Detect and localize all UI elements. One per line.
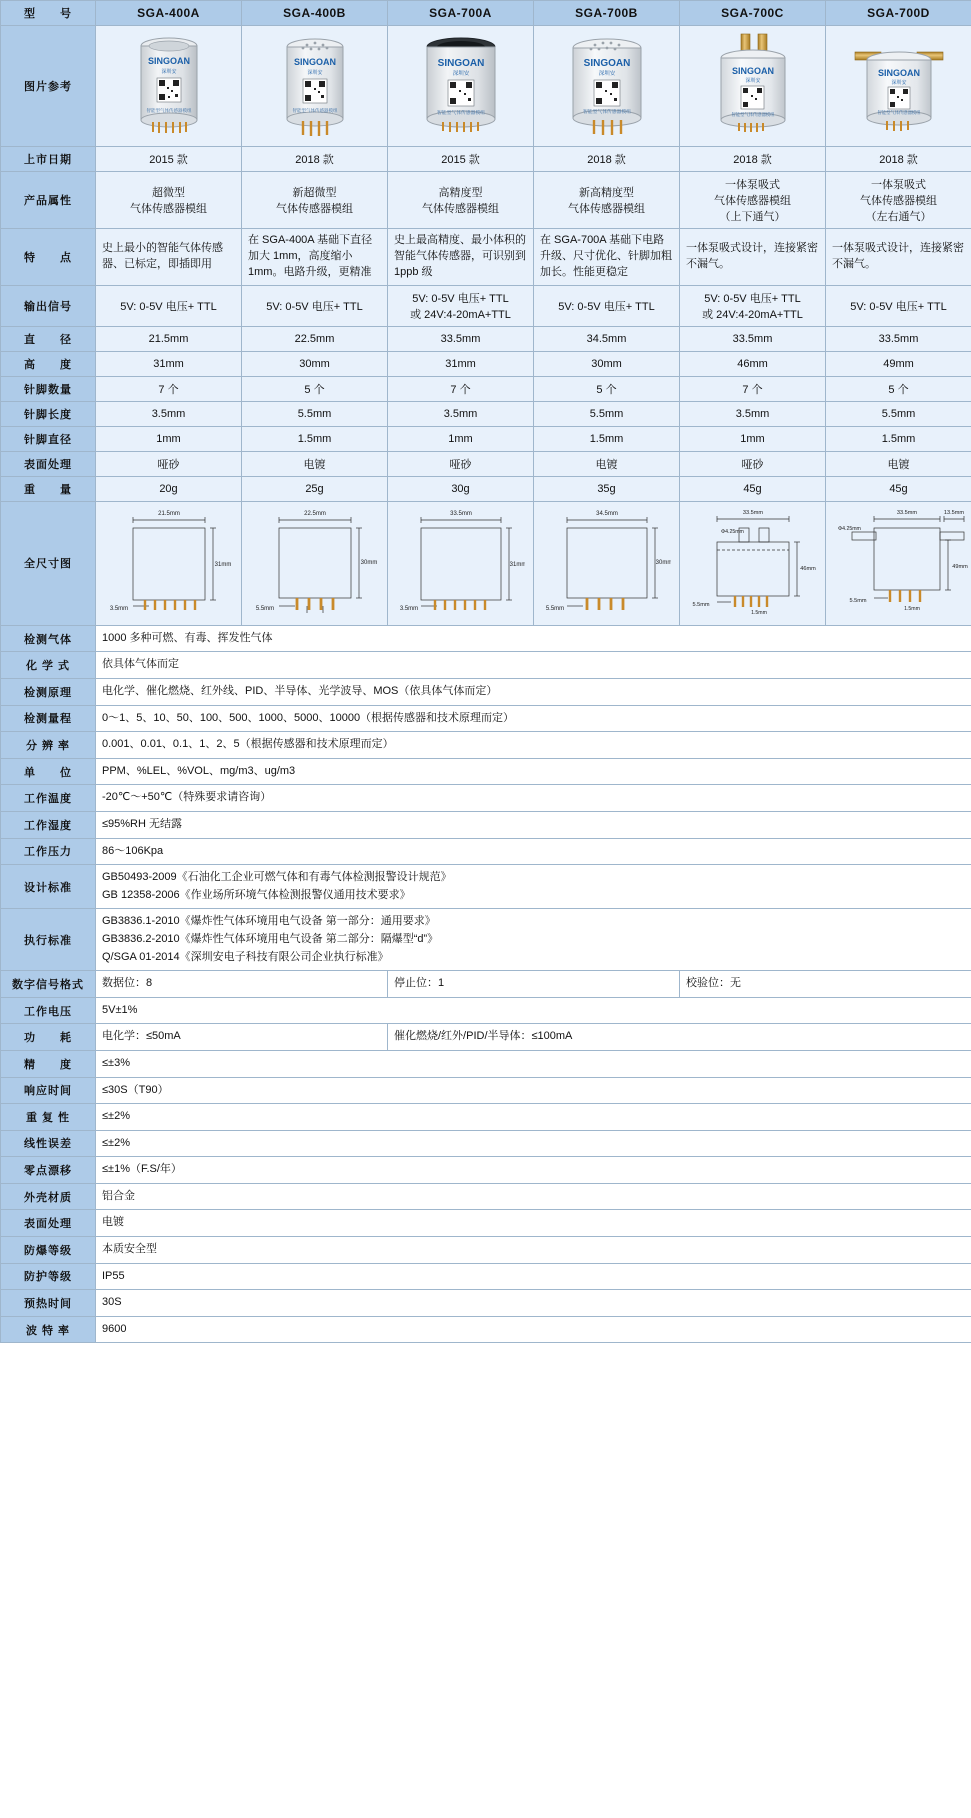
cell-response-time: ≤30S（T90） bbox=[96, 1077, 971, 1104]
cell-work-pressure: 86～106Kpa bbox=[96, 838, 971, 865]
cell-product-attr-2: 高精度型 气体传感器模组 bbox=[388, 172, 534, 229]
svg-text:深圳安: 深圳安 bbox=[160, 69, 177, 75]
cell-features-2: 史上最高精度、最小体积的智能气体传感器，可识别到 1ppb 级 bbox=[388, 229, 534, 286]
cell-surface-treatment-3: 电镀 bbox=[534, 451, 680, 476]
svg-text:智能型气体传感器模组: 智能型气体传感器模组 bbox=[146, 108, 191, 113]
dimension-diagram bbox=[397, 506, 525, 618]
cell-baud-rate: 9600 bbox=[96, 1316, 971, 1343]
table-row-work-humidity bbox=[1, 811, 971, 838]
cell-diameter-0: 21.5mm bbox=[96, 326, 242, 351]
row-label-power: 功 耗 bbox=[1, 1024, 96, 1051]
cell-zero-drift: ≤±1%（F.S/年） bbox=[96, 1157, 971, 1184]
dim-label-height: 49mm bbox=[952, 563, 968, 570]
dim-label-bottom: 5.5mm bbox=[255, 605, 274, 612]
table-row-explosion-level bbox=[1, 1237, 971, 1264]
row-label-exec-standard: 执行标准 bbox=[1, 909, 96, 971]
cell-product-attr-1: 新超微型 气体传感器模组 bbox=[242, 172, 388, 229]
cell-pin-count-4: 7 个 bbox=[680, 376, 826, 401]
table-row-zero-drift bbox=[1, 1157, 971, 1184]
dimension-drawing-sga-700a bbox=[388, 501, 534, 625]
cell-pin-count-1: 5 个 bbox=[242, 376, 388, 401]
row-label-detect-gas: 检测气体 bbox=[1, 625, 96, 652]
cell-pin-diameter-4: 1mm bbox=[680, 426, 826, 451]
dim-label-top: 21.5mm bbox=[157, 510, 180, 517]
svg-text:SINGOAN: SINGOAN bbox=[877, 68, 920, 78]
cell-launch-date-2: 2015 款 bbox=[388, 147, 534, 172]
cell-exec-standard: GB3836.1-2010《爆炸性气体环境用电气设备 第一部分：通用要求》 GB3836.2-2010《爆炸性气体环境用电气设备 第二部分：隔爆型“d”》 Q/SGA 01-2014《深圳安电子科技有限公司企业执行标准》 bbox=[96, 909, 971, 971]
cell-height-4: 46mm bbox=[680, 351, 826, 376]
table-row-surface-treatment2 bbox=[1, 1210, 971, 1237]
dim-label-right: 31mm bbox=[214, 561, 231, 568]
cell-detect-range: 0～1、5、10、50、100、500、1000、5000、10000（根据传感器和技术原理而定） bbox=[96, 705, 971, 732]
sensor-illustration bbox=[127, 32, 211, 140]
row-label-pin-count: 针脚数量 bbox=[1, 376, 96, 401]
table-row-accuracy bbox=[1, 1050, 971, 1077]
dimension-diagram bbox=[543, 506, 671, 618]
dim-label-top: 22.5mm bbox=[303, 510, 326, 517]
cell-launch-date-0: 2015 款 bbox=[96, 147, 242, 172]
cell-surface-treatment-2: 哑砂 bbox=[388, 451, 534, 476]
svg-text:SINGOAN: SINGOAN bbox=[731, 66, 774, 76]
row-label-surface-treatment: 表面处理 bbox=[1, 451, 96, 476]
row-label-weight: 重 量 bbox=[1, 476, 96, 501]
cell-product-attr-5: 一体泵吸式 气体传感器模组 （左右通气） bbox=[826, 172, 971, 229]
cell-repeatability: ≤±2% bbox=[96, 1104, 971, 1131]
sensor-illustration bbox=[273, 32, 357, 140]
cell-pin-diameter-2: 1mm bbox=[388, 426, 534, 451]
row-label-pin-diameter: 针脚直径 bbox=[1, 426, 96, 451]
cell-surface-treatment-5: 电镀 bbox=[826, 451, 971, 476]
table-row-power bbox=[1, 1024, 971, 1051]
row-label-product-attr: 产品属性 bbox=[1, 172, 96, 229]
cell-pin-length-2: 3.5mm bbox=[388, 401, 534, 426]
table-row-detect-range bbox=[1, 705, 971, 732]
cell-features-1: 在 SGA-400A 基础下直径加大 1mm，高度缩小 1mm。电路升级，更精准 bbox=[242, 229, 388, 286]
dimension-drawing-sga-700c bbox=[680, 501, 826, 625]
cell-design-standard: GB50493-2009《石油化工企业可燃气体和有毒气体检测报警设计规范》 GB 12358-2006《作业场所环境气体检测报警仪通用技术要求》 bbox=[96, 865, 971, 909]
cell-pin-length-4: 3.5mm bbox=[680, 401, 826, 426]
table-row-output-signal bbox=[1, 285, 971, 326]
column-header-5: SGA-700D bbox=[826, 1, 971, 26]
svg-text:深圳安: 深圳安 bbox=[744, 78, 761, 84]
cell-height-3: 30mm bbox=[534, 351, 680, 376]
cell-weight-0: 20g bbox=[96, 476, 242, 501]
row-label-work-temp: 工作温度 bbox=[1, 785, 96, 812]
cell-protection-level: IP55 bbox=[96, 1263, 971, 1290]
cell-preheat-time: 30S bbox=[96, 1290, 971, 1317]
svg-text:智能型气体传感器模组: 智能型气体传感器模组 bbox=[877, 110, 920, 115]
row-label-repeatability: 重 复 性 bbox=[1, 1104, 96, 1131]
dim-label-port: Φ4.25mm bbox=[720, 528, 744, 535]
cell-linear-error: ≤±2% bbox=[96, 1130, 971, 1157]
cell-work-humidity: ≤95%RH 无结露 bbox=[96, 811, 971, 838]
row-label-explosion-level: 防爆等级 bbox=[1, 1237, 96, 1264]
svg-text:深圳安: 深圳安 bbox=[452, 71, 469, 77]
cell-pin-diameter-5: 1.5mm bbox=[826, 426, 971, 451]
dim-label-right: 31mm bbox=[509, 561, 525, 568]
cell-weight-1: 25g bbox=[242, 476, 388, 501]
cell-product-attr-0: 超微型 气体传感器模组 bbox=[96, 172, 242, 229]
cell-output-signal-3: 5V: 0-5V 电压+ TTL bbox=[534, 285, 680, 326]
table-row-height bbox=[1, 351, 971, 376]
cell-explosion-level: 本质安全型 bbox=[96, 1237, 971, 1264]
dim-label-bottom: 5.5mm bbox=[849, 597, 867, 604]
cell-output-signal-0: 5V: 0-5V 电压+ TTL bbox=[96, 285, 242, 326]
row-label-height: 高 度 bbox=[1, 351, 96, 376]
product-photo-sga-400a bbox=[96, 26, 242, 147]
cell-pin-count-3: 5 个 bbox=[534, 376, 680, 401]
svg-text:深圳安: 深圳安 bbox=[890, 80, 907, 86]
cell-pin-diameter-1: 1.5mm bbox=[242, 426, 388, 451]
dim-label-top: 33.5mm bbox=[449, 510, 472, 517]
cell-accuracy: ≤±3% bbox=[96, 1050, 971, 1077]
cell-power-other: 催化燃烧/红外/PID/半导体：≤100mA bbox=[388, 1024, 971, 1051]
dim-label-bottom: 3.5mm bbox=[109, 605, 128, 612]
cell-detect-gas: 1000 多种可燃、有毒、挥发性气体 bbox=[96, 625, 971, 652]
svg-text:SINGOAN: SINGOAN bbox=[437, 58, 484, 69]
dimension-diagram bbox=[687, 506, 819, 618]
cell-power-electrochemical: 电化学：≤50mA bbox=[96, 1024, 388, 1051]
cell-diameter-5: 33.5mm bbox=[826, 326, 971, 351]
table-row-baud-rate bbox=[1, 1316, 971, 1343]
cell-height-5: 49mm bbox=[826, 351, 971, 376]
table-row-pin-diameter bbox=[1, 426, 971, 451]
row-label-detect-range: 检测量程 bbox=[1, 705, 96, 732]
cell-pin-count-0: 7 个 bbox=[96, 376, 242, 401]
dim-label-right: 30mm bbox=[655, 559, 671, 566]
table-row-model bbox=[1, 1, 971, 26]
row-label-response-time: 响应时间 bbox=[1, 1077, 96, 1104]
row-label-linear-error: 线性误差 bbox=[1, 1130, 96, 1157]
cell-output-signal-4: 5V: 0-5V 电压+ TTL 或 24V:4-20mA+TTL bbox=[680, 285, 826, 326]
table-row-linear-error bbox=[1, 1130, 971, 1157]
cell-output-signal-1: 5V: 0-5V 电压+ TTL bbox=[242, 285, 388, 326]
table-row-design-standard bbox=[1, 865, 971, 909]
cell-pin-length-3: 5.5mm bbox=[534, 401, 680, 426]
cell-launch-date-5: 2018 款 bbox=[826, 147, 971, 172]
table-row-shell-material bbox=[1, 1183, 971, 1210]
column-header-3: SGA-700B bbox=[534, 1, 680, 26]
svg-text:智能型气体传感器模组: 智能型气体传感器模组 bbox=[582, 110, 631, 115]
cell-pin-length-1: 5.5mm bbox=[242, 401, 388, 426]
cell-shell-material: 铝合金 bbox=[96, 1183, 971, 1210]
row-label-diameter: 直 径 bbox=[1, 326, 96, 351]
cell-digital-format-stopbits: 停止位：1 bbox=[388, 971, 680, 998]
cell-digital-format-parity: 校验位：无 bbox=[680, 971, 971, 998]
sensor-illustration bbox=[705, 30, 801, 142]
row-label-dimension-drawing: 全尺寸图 bbox=[1, 501, 96, 625]
svg-text:智能型气体传感器模组: 智能型气体传感器模组 bbox=[731, 112, 774, 117]
row-label-work-humidity: 工作湿度 bbox=[1, 811, 96, 838]
dim-label-port-width: 13.5mm bbox=[943, 509, 965, 516]
table-row-dimension-drawing bbox=[1, 501, 971, 625]
cell-detect-principle: 电化学、催化燃烧、红外线、PID、半导体、光学波导、MOS（依具体气体而定） bbox=[96, 679, 971, 706]
dim-label-top: 33.5mm bbox=[896, 509, 918, 516]
table-row-preheat-time bbox=[1, 1290, 971, 1317]
row-label-unit: 单 位 bbox=[1, 758, 96, 785]
cell-resolution: 0.001、0.01、0.1、1、2、5（根据传感器和技术原理而定） bbox=[96, 732, 971, 759]
cell-diameter-2: 33.5mm bbox=[388, 326, 534, 351]
cell-chemical-formula: 依具体气体而定 bbox=[96, 652, 971, 679]
table-row-weight bbox=[1, 476, 971, 501]
column-header-4: SGA-700C bbox=[680, 1, 826, 26]
cell-output-signal-2: 5V: 0-5V 电压+ TTL 或 24V:4-20mA+TTL bbox=[388, 285, 534, 326]
cell-weight-2: 30g bbox=[388, 476, 534, 501]
row-label-picture: 图片参考 bbox=[1, 26, 96, 147]
table-row-surface-treatment bbox=[1, 451, 971, 476]
cell-height-2: 31mm bbox=[388, 351, 534, 376]
dimension-diagram bbox=[251, 506, 379, 618]
table-row-digital-format bbox=[1, 971, 971, 998]
table-row-unit bbox=[1, 758, 971, 785]
table-row-work-temp bbox=[1, 785, 971, 812]
cell-diameter-4: 33.5mm bbox=[680, 326, 826, 351]
dimension-drawing-sga-400b bbox=[242, 501, 388, 625]
product-photo-sga-700b bbox=[534, 26, 680, 147]
table-row-product-attr bbox=[1, 172, 971, 229]
row-label-surface-treatment2: 表面处理 bbox=[1, 1210, 96, 1237]
row-label-work-voltage: 工作电压 bbox=[1, 997, 96, 1024]
cell-surface-treatment-4: 哑砂 bbox=[680, 451, 826, 476]
dim-label-bottom: 5.5mm bbox=[691, 601, 710, 608]
table-row-response-time bbox=[1, 1077, 971, 1104]
cell-launch-date-1: 2018 款 bbox=[242, 147, 388, 172]
cell-pin-diameter-0: 1mm bbox=[96, 426, 242, 451]
cell-work-voltage: 5V±1% bbox=[96, 997, 971, 1024]
sensor-illustration bbox=[847, 30, 951, 142]
cell-output-signal-5: 5V: 0-5V 电压+ TTL bbox=[826, 285, 971, 326]
table-row-work-voltage bbox=[1, 997, 971, 1024]
dim-label-pin: 1.5mm bbox=[904, 605, 920, 612]
cell-unit: PPM、%LEL、%VOL、mg/m3、ug/m3 bbox=[96, 758, 971, 785]
cell-features-4: 一体泵吸式设计，连接紧密不漏气。 bbox=[680, 229, 826, 286]
svg-text:SINGOAN: SINGOAN bbox=[147, 56, 190, 66]
cell-work-temp: -20℃～+50℃（特殊要求请咨询） bbox=[96, 785, 971, 812]
row-label-detect-principle: 检测原理 bbox=[1, 679, 96, 706]
table-row-chemical-formula bbox=[1, 652, 971, 679]
svg-text:深圳安: 深圳安 bbox=[598, 71, 615, 77]
svg-text:SINGOAN: SINGOAN bbox=[583, 58, 630, 69]
table-row-diameter bbox=[1, 326, 971, 351]
table-row-pin-count bbox=[1, 376, 971, 401]
dimension-diagram bbox=[832, 506, 971, 618]
row-label-resolution: 分 辨 率 bbox=[1, 732, 96, 759]
svg-text:SINGOAN: SINGOAN bbox=[293, 57, 336, 67]
row-label-output-signal: 输出信号 bbox=[1, 285, 96, 326]
cell-surface-treatment-1: 电镀 bbox=[242, 451, 388, 476]
row-label-protection-level: 防护等级 bbox=[1, 1263, 96, 1290]
product-photo-sga-700a bbox=[388, 26, 534, 147]
dim-label-port: Φ4.25mm bbox=[838, 525, 861, 532]
svg-text:深圳安: 深圳安 bbox=[306, 70, 323, 76]
row-label-zero-drift: 零点漂移 bbox=[1, 1157, 96, 1184]
table-row-picture bbox=[1, 26, 971, 147]
cell-launch-date-3: 2018 款 bbox=[534, 147, 680, 172]
dim-label-bottom: 5.5mm bbox=[545, 605, 564, 612]
dim-label-top: 34.5mm bbox=[595, 510, 618, 517]
table-row-protection-level bbox=[1, 1263, 971, 1290]
table-row-launch-date bbox=[1, 147, 971, 172]
dim-label-right: 30mm bbox=[360, 559, 377, 566]
product-photo-sga-700d bbox=[826, 26, 971, 147]
cell-height-1: 30mm bbox=[242, 351, 388, 376]
table-row-exec-standard bbox=[1, 909, 971, 971]
row-label-work-pressure: 工作压力 bbox=[1, 838, 96, 865]
cell-product-attr-4: 一体泵吸式 气体传感器模组 （上下通气） bbox=[680, 172, 826, 229]
cell-diameter-1: 22.5mm bbox=[242, 326, 388, 351]
cell-features-3: 在 SGA-700A 基础下电路升级、尺寸优化、针脚加粗加长。性能更稳定 bbox=[534, 229, 680, 286]
column-header-2: SGA-700A bbox=[388, 1, 534, 26]
table-row-work-pressure bbox=[1, 838, 971, 865]
dimension-diagram bbox=[105, 506, 233, 618]
table-row-detect-gas bbox=[1, 625, 971, 652]
cell-launch-date-4: 2018 款 bbox=[680, 147, 826, 172]
cell-pin-length-0: 3.5mm bbox=[96, 401, 242, 426]
table-row-pin-length bbox=[1, 401, 971, 426]
column-header-0: SGA-400A bbox=[96, 1, 242, 26]
table-row-resolution bbox=[1, 732, 971, 759]
cell-weight-4: 45g bbox=[680, 476, 826, 501]
sensor-illustration bbox=[413, 32, 509, 140]
row-label-digital-format: 数字信号格式 bbox=[1, 971, 96, 998]
table-row-features bbox=[1, 229, 971, 286]
table-row-detect-principle bbox=[1, 679, 971, 706]
row-label-preheat-time: 预热时间 bbox=[1, 1290, 96, 1317]
cell-features-0: 史上最小的智能气体传感器、已标定，即插即用 bbox=[96, 229, 242, 286]
cell-diameter-3: 34.5mm bbox=[534, 326, 680, 351]
dimension-drawing-sga-700d bbox=[826, 501, 971, 625]
cell-pin-length-5: 5.5mm bbox=[826, 401, 971, 426]
cell-features-5: 一体泵吸式设计，连接紧密不漏气。 bbox=[826, 229, 971, 286]
row-label-accuracy: 精 度 bbox=[1, 1050, 96, 1077]
cell-product-attr-3: 新高精度型 气体传感器模组 bbox=[534, 172, 680, 229]
row-label-features: 特 点 bbox=[1, 229, 96, 286]
cell-pin-count-2: 7 个 bbox=[388, 376, 534, 401]
svg-text:智能型气体传感器模组: 智能型气体传感器模组 bbox=[436, 111, 485, 116]
row-label-shell-material: 外壳材质 bbox=[1, 1183, 96, 1210]
cell-surface-treatment-0: 哑砂 bbox=[96, 451, 242, 476]
cell-weight-5: 45g bbox=[826, 476, 971, 501]
svg-text:智能型气体传感器模组: 智能型气体传感器模组 bbox=[292, 108, 337, 113]
row-label-pin-length: 针脚长度 bbox=[1, 401, 96, 426]
dim-label-top: 33.5mm bbox=[742, 509, 763, 516]
row-label-design-standard: 设计标准 bbox=[1, 865, 96, 909]
row-label-chemical-formula: 化 学 式 bbox=[1, 652, 96, 679]
product-photo-sga-700c bbox=[680, 26, 826, 147]
cell-weight-3: 35g bbox=[534, 476, 680, 501]
row-label-baud-rate: 波 特 率 bbox=[1, 1316, 96, 1343]
cell-surface-treatment2: 电镀 bbox=[96, 1210, 971, 1237]
dimension-drawing-sga-400a bbox=[96, 501, 242, 625]
row-label-launch-date: 上市日期 bbox=[1, 147, 96, 172]
cell-height-0: 31mm bbox=[96, 351, 242, 376]
dimension-drawing-sga-700b bbox=[534, 501, 680, 625]
row-label-model: 型 号 bbox=[1, 1, 96, 26]
dim-label-pin: 1.5mm bbox=[750, 609, 767, 616]
column-header-1: SGA-400B bbox=[242, 1, 388, 26]
dim-label-bottom: 3.5mm bbox=[399, 605, 418, 612]
product-photo-sga-400b bbox=[242, 26, 388, 147]
sensor-illustration bbox=[559, 32, 655, 140]
cell-pin-diameter-3: 1.5mm bbox=[534, 426, 680, 451]
table-row-repeatability bbox=[1, 1104, 971, 1131]
cell-digital-format-databits: 数据位：8 bbox=[96, 971, 388, 998]
cell-pin-count-5: 5 个 bbox=[826, 376, 971, 401]
dim-label-height: 46mm bbox=[799, 565, 816, 572]
